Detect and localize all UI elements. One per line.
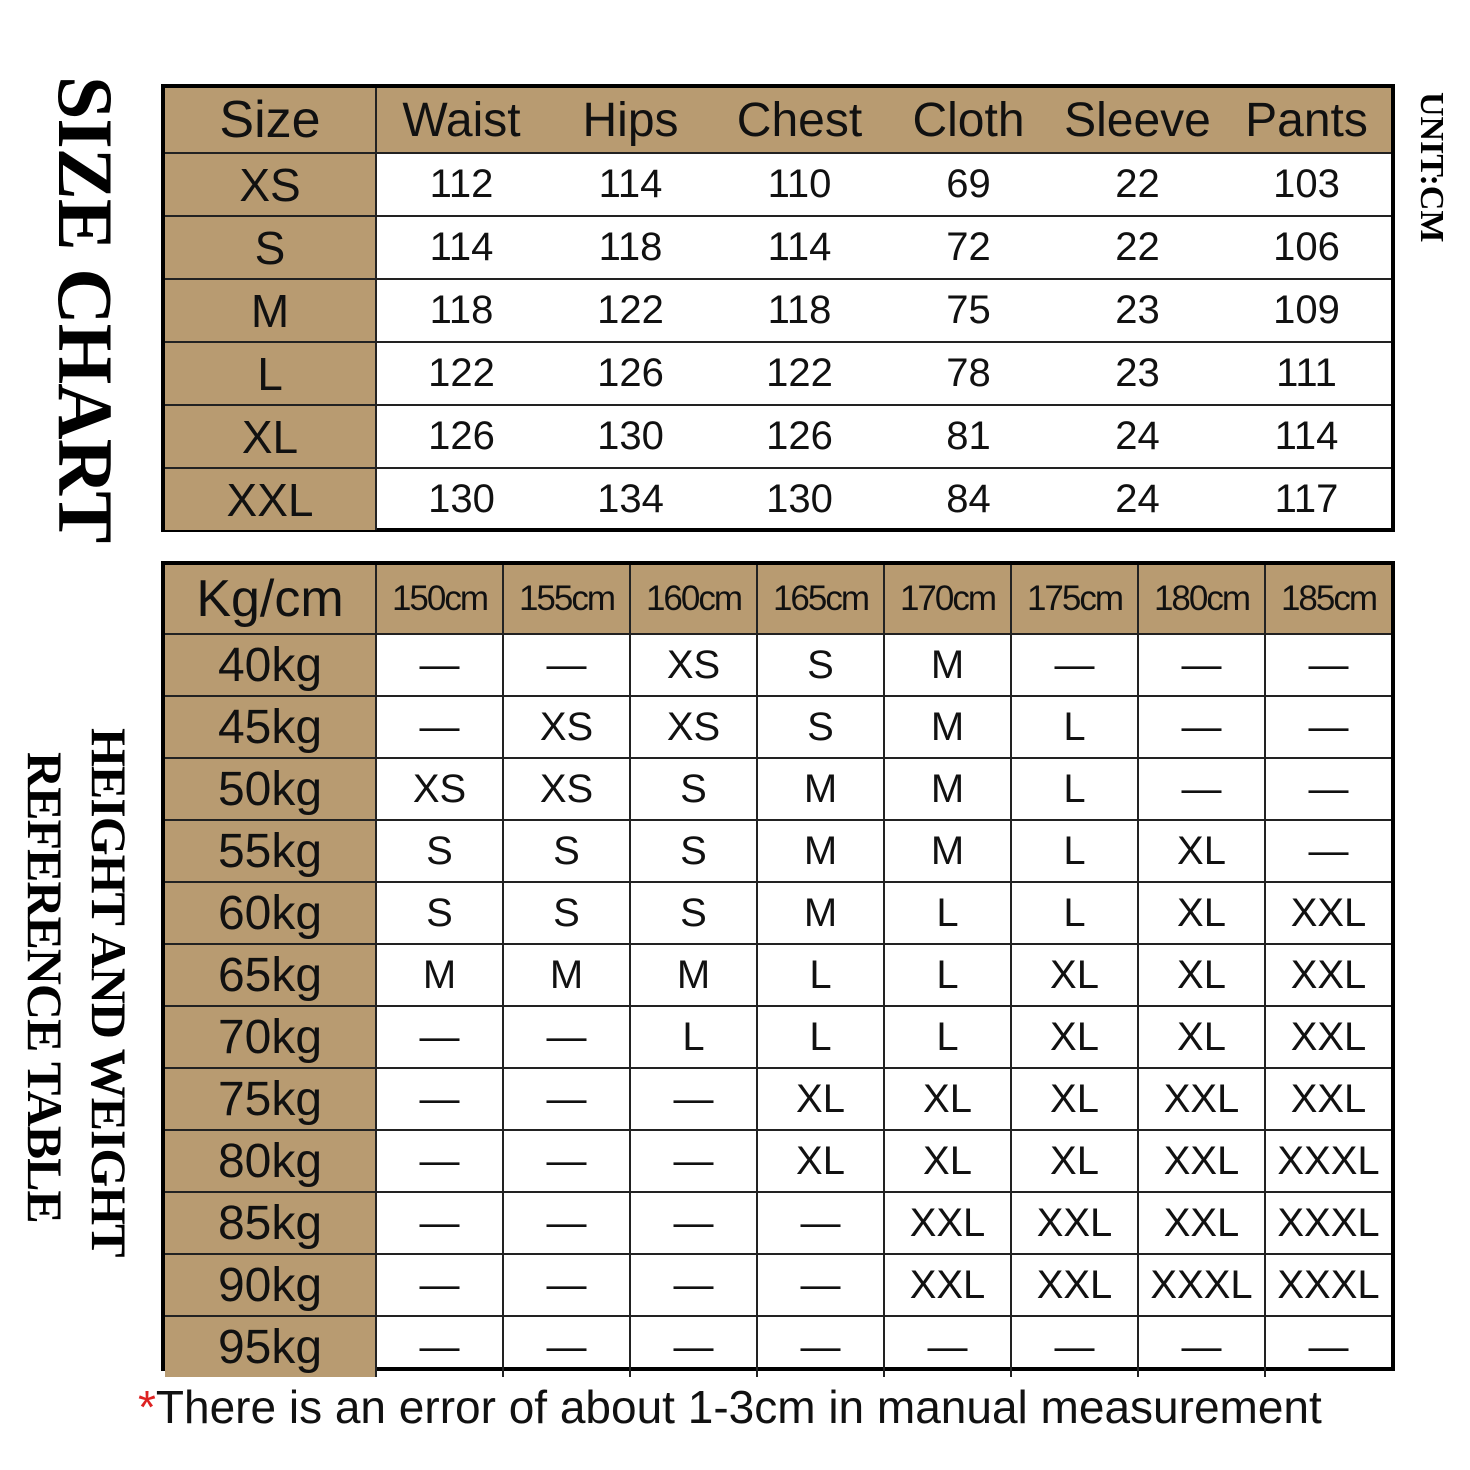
size-chart-title: SIZE CHART	[42, 76, 129, 543]
hw-cell: XXL	[1290, 1014, 1367, 1059]
hw-cell: —	[504, 1317, 631, 1377]
size-cell: 22	[1115, 162, 1160, 206]
hw-cell: —	[377, 1069, 504, 1129]
table-row	[165, 757, 1391, 819]
table-row	[165, 695, 1391, 757]
hw-column-header: 150cm	[377, 565, 504, 633]
hw-cell: M	[758, 821, 885, 881]
size-column-header: Waist	[402, 93, 521, 147]
hw-row-header: 90kg	[165, 1255, 377, 1315]
table-row	[165, 1253, 1391, 1315]
hw-cell: XS	[377, 759, 504, 819]
hw-cell: L	[885, 1007, 1012, 1067]
size-column-header: Sleeve	[1064, 93, 1211, 147]
table-row	[165, 1191, 1391, 1253]
size-header-row	[165, 88, 1391, 152]
hw-row-header: 80kg	[165, 1131, 377, 1191]
hw-cell: XXL	[1139, 1131, 1266, 1191]
hw-row-header: 55kg	[165, 821, 377, 881]
table-row	[165, 881, 1391, 943]
size-cell: 130	[597, 414, 664, 458]
footnote-text: There is an error of about 1-3cm in manual measurement	[155, 1381, 1322, 1433]
size-cell: 23	[1115, 288, 1160, 332]
size-row-header: XL	[165, 406, 377, 467]
size-column-header: Chest	[736, 93, 863, 147]
size-cell: 111	[1276, 351, 1337, 395]
hw-row-header: 40kg	[165, 635, 377, 695]
table-row	[165, 1129, 1391, 1191]
hw-cell: —	[504, 1131, 631, 1191]
hw-cell: —	[885, 1317, 1012, 1377]
measurement-error-note	[138, 1380, 1428, 1434]
size-cell: 118	[767, 288, 832, 332]
table-row	[165, 152, 1391, 215]
size-column-header: Hips	[582, 93, 679, 147]
hw-cell: XXXL	[1139, 1255, 1266, 1315]
hw-cell: XS	[504, 759, 631, 819]
hw-cell: S	[504, 821, 631, 881]
size-cell: 75	[946, 288, 991, 332]
hw-cell: XL	[1139, 821, 1266, 881]
table-row	[165, 278, 1391, 341]
hw-cell: XL	[758, 1131, 885, 1191]
hw-row-header: 50kg	[165, 759, 377, 819]
hw-column-header: 185cm	[1280, 579, 1377, 618]
hw-cell: XXL	[1290, 952, 1367, 997]
hw-cell: XS	[631, 635, 758, 695]
size-cell: 114	[598, 162, 663, 206]
hw-cell: L	[1012, 697, 1139, 757]
hw-cell: —	[377, 1317, 504, 1377]
size-cell: 24	[1115, 414, 1160, 458]
size-cell: 122	[428, 351, 495, 395]
hw-cell: XL	[758, 1069, 885, 1129]
size-row-header: XS	[165, 154, 377, 215]
size-cell: 122	[597, 288, 664, 332]
hw-cell: XXL	[1139, 1193, 1266, 1253]
size-cell: 72	[946, 225, 991, 269]
hw-cell: —	[377, 635, 504, 695]
size-cell: 117	[1274, 477, 1339, 521]
size-cell: 122	[766, 351, 833, 395]
hw-cell: —	[504, 1069, 631, 1129]
table-row	[165, 404, 1391, 467]
table-row	[165, 819, 1391, 881]
hw-cell: L	[885, 883, 1012, 943]
hw-cell: —	[1012, 635, 1139, 695]
size-cell: 23	[1115, 351, 1160, 395]
hw-cell: —	[377, 1255, 504, 1315]
hw-cell: XL	[1139, 945, 1266, 1005]
hw-cell: —	[758, 1317, 885, 1377]
hw-cell: —	[377, 1007, 504, 1067]
size-cell: 118	[598, 225, 663, 269]
hw-cell: S	[377, 821, 504, 881]
hw-cell: S	[377, 883, 504, 943]
table-row	[165, 215, 1391, 278]
size-cell: 109	[1273, 288, 1340, 332]
height-weight-title: HEIGHT AND WEIGHT	[81, 728, 137, 1257]
hw-cell: —	[504, 1193, 631, 1253]
hw-cell: XL	[1012, 945, 1139, 1005]
hw-row-header: 70kg	[165, 1007, 377, 1067]
hw-cell: —	[1308, 704, 1349, 749]
hw-cell: S	[504, 883, 631, 943]
hw-cell: XXL	[1012, 1193, 1139, 1253]
hw-cell: —	[1139, 635, 1266, 695]
hw-cell: L	[758, 1007, 885, 1067]
hw-row-header: 75kg	[165, 1069, 377, 1129]
hw-column-header: 170cm	[885, 565, 1012, 633]
hw-cell: —	[1139, 697, 1266, 757]
hw-cell: —	[1308, 828, 1349, 873]
size-cell: 118	[429, 288, 494, 332]
hw-cell: XXL	[1290, 1076, 1367, 1121]
hw-cell: M	[885, 635, 1012, 695]
hw-header-row	[165, 565, 1391, 633]
table-row	[165, 943, 1391, 1005]
table-row	[165, 1005, 1391, 1067]
size-column-header: Size	[165, 88, 377, 152]
hw-cell: —	[504, 1007, 631, 1067]
table-row	[165, 467, 1391, 530]
size-cell: 126	[766, 414, 833, 458]
hw-cell: XXL	[1012, 1255, 1139, 1315]
size-cell: 134	[597, 477, 664, 521]
hw-cell: —	[504, 1255, 631, 1315]
size-cell: 106	[1273, 225, 1340, 269]
hw-cell: —	[1308, 1324, 1349, 1369]
hw-cell: S	[631, 759, 758, 819]
hw-cell: XXL	[1290, 890, 1367, 935]
table-row	[165, 633, 1391, 695]
hw-cell: M	[885, 697, 1012, 757]
hw-cell: —	[377, 697, 504, 757]
hw-column-header: 180cm	[1139, 565, 1266, 633]
hw-cell: S	[758, 697, 885, 757]
hw-cell: —	[631, 1069, 758, 1129]
hw-row-header: 95kg	[165, 1317, 377, 1377]
size-row-header: M	[165, 280, 377, 341]
size-cell: 81	[946, 414, 991, 458]
unit-label: UNIT:CM	[1413, 92, 1450, 243]
table-row	[165, 1315, 1391, 1377]
footnote-asterisk: *	[138, 1381, 156, 1433]
hw-cell: —	[758, 1193, 885, 1253]
size-cell: 114	[429, 225, 494, 269]
hw-cell: M	[631, 945, 758, 1005]
hw-cell: XL	[1139, 1007, 1266, 1067]
size-measurement-table	[161, 84, 1395, 532]
hw-cell: —	[758, 1255, 885, 1315]
hw-cell: XXXL	[1277, 1262, 1380, 1307]
hw-cell: —	[1308, 642, 1349, 687]
hw-cell: L	[631, 1007, 758, 1067]
hw-column-header: 155cm	[504, 565, 631, 633]
hw-cell: XXL	[1139, 1069, 1266, 1129]
size-cell: 114	[767, 225, 832, 269]
hw-column-header: 165cm	[758, 565, 885, 633]
hw-cell: XL	[885, 1131, 1012, 1191]
size-cell: 103	[1273, 162, 1340, 206]
hw-column-header: 175cm	[1012, 565, 1139, 633]
hw-cell: —	[1139, 759, 1266, 819]
size-row-header: XXL	[165, 469, 377, 530]
hw-column-header: Kg/cm	[165, 565, 377, 633]
hw-row-header: 65kg	[165, 945, 377, 1005]
hw-cell: M	[504, 945, 631, 1005]
size-row-header: S	[165, 217, 377, 278]
hw-cell: L	[885, 945, 1012, 1005]
hw-cell: M	[885, 821, 1012, 881]
size-cell: 24	[1115, 477, 1160, 521]
hw-cell: XXL	[885, 1193, 1012, 1253]
size-cell: 69	[946, 162, 991, 206]
hw-cell: —	[631, 1255, 758, 1315]
hw-cell: —	[631, 1317, 758, 1377]
hw-cell: —	[1012, 1317, 1139, 1377]
size-cell: 22	[1115, 225, 1160, 269]
hw-cell: XL	[885, 1069, 1012, 1129]
hw-cell: S	[631, 821, 758, 881]
size-cell: 126	[428, 414, 495, 458]
hw-cell: L	[1012, 821, 1139, 881]
table-row	[165, 1067, 1391, 1129]
hw-cell: M	[758, 883, 885, 943]
hw-cell: —	[377, 1131, 504, 1191]
hw-cell: XXXL	[1277, 1200, 1380, 1245]
hw-cell: —	[504, 635, 631, 695]
hw-cell: M	[758, 759, 885, 819]
hw-cell: XS	[504, 697, 631, 757]
hw-cell: L	[758, 945, 885, 1005]
hw-cell: XXL	[885, 1255, 1012, 1315]
hw-cell: XL	[1012, 1069, 1139, 1129]
size-column-header: Pants	[1245, 93, 1368, 147]
hw-cell: XXXL	[1277, 1138, 1380, 1183]
hw-cell: XL	[1139, 883, 1266, 943]
hw-cell: XS	[631, 697, 758, 757]
size-row-header: L	[165, 343, 377, 404]
hw-cell: M	[377, 945, 504, 1005]
hw-row-header: 60kg	[165, 883, 377, 943]
hw-column-header: 160cm	[631, 565, 758, 633]
hw-cell: —	[631, 1193, 758, 1253]
size-cell: 78	[946, 351, 991, 395]
hw-cell: —	[377, 1193, 504, 1253]
hw-row-header: 45kg	[165, 697, 377, 757]
hw-cell: XL	[1012, 1131, 1139, 1191]
hw-cell: M	[885, 759, 1012, 819]
table-row	[165, 341, 1391, 404]
size-cell: 130	[766, 477, 833, 521]
hw-cell: L	[1012, 759, 1139, 819]
hw-row-header: 85kg	[165, 1193, 377, 1253]
height-weight-reference-table	[161, 561, 1395, 1374]
size-cell: 84	[946, 477, 991, 521]
size-cell: 114	[1274, 414, 1339, 458]
hw-cell: XL	[1012, 1007, 1139, 1067]
hw-cell: —	[1139, 1317, 1266, 1377]
size-cell: 112	[429, 162, 494, 206]
size-cell: 130	[428, 477, 495, 521]
hw-cell: S	[758, 635, 885, 695]
size-column-header: Cloth	[912, 93, 1025, 147]
reference-table-title: REFERENCE TABLE	[17, 752, 73, 1223]
hw-cell: —	[631, 1131, 758, 1191]
hw-cell: L	[1012, 883, 1139, 943]
hw-cell: S	[631, 883, 758, 943]
size-cell: 126	[597, 351, 664, 395]
hw-cell: —	[1308, 766, 1349, 811]
size-cell: 110	[767, 162, 832, 206]
